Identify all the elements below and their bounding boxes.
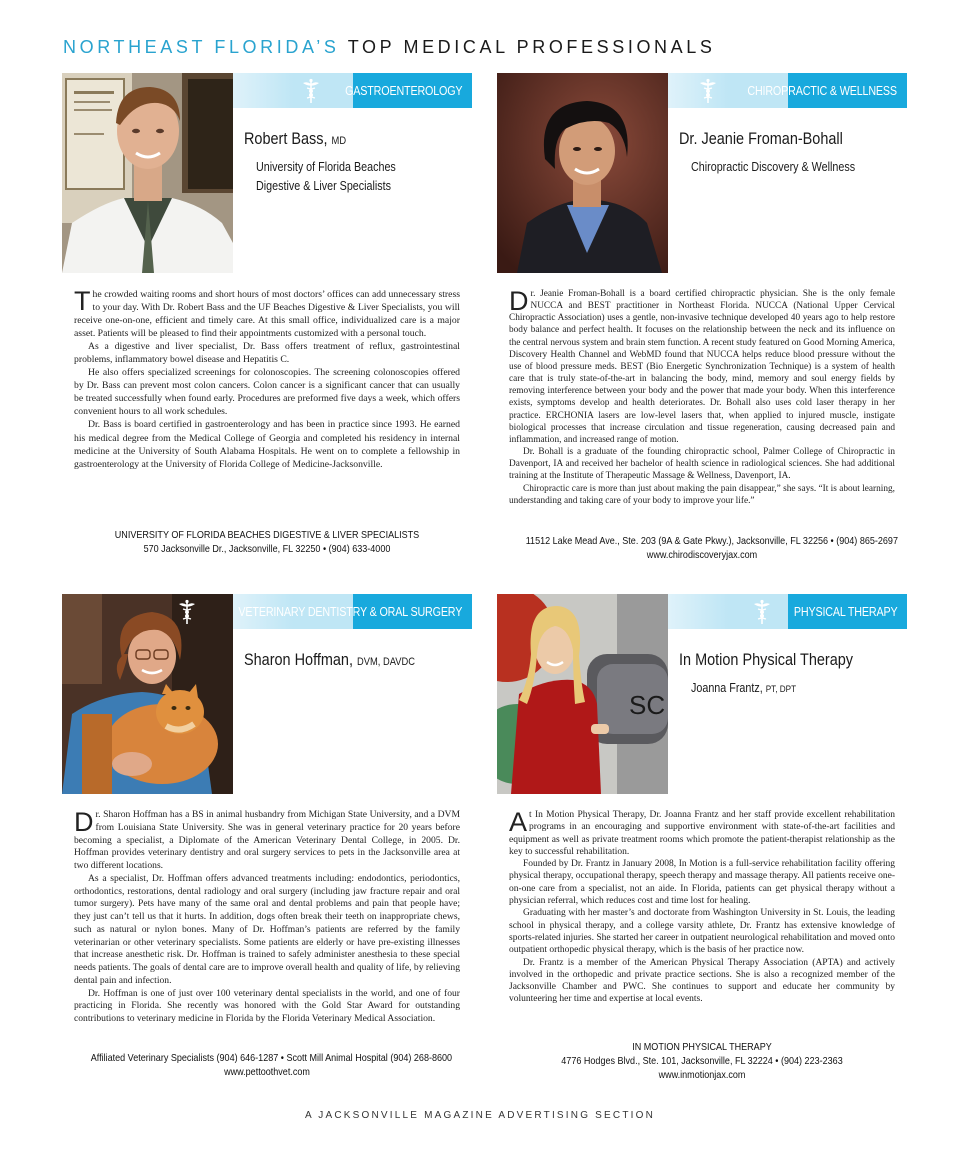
footer-line: www.inmotionjax.com (658, 1069, 746, 1081)
therapist-name-text: Joanna Frantz, (691, 681, 763, 695)
paragraph: r. Sharon Hoffman has a BS in animal husbandry from Michigan State University, and a DVM from Louisiana State University. She was in general veterinary practice for 20 years before becoming a specialist, a Diplomate of the American Veterinary Dental College, in 2005. Dr. Hoffman provides veterinary dentistry and oral surgery services to pets in the Jacksonville area at two different locations. (74, 809, 460, 871)
practice-line-2: Digestive & Liver Specialists (256, 179, 392, 193)
paragraph: As a digestive and liver specialist, Dr. Bass offers treatment of reflux, gastrointestinal problems, inflammatory bowel disease and Hepatitis C. (74, 341, 460, 366)
paragraph: Dr. Hoffman is one of just over 100 veterinary dental specialists in the world, and one of four practicing in Florida. She recently was honored with the Gold Star Award for outstanding contributions to veterinary medicine in Florida by the Florida Veterinary Medical Association. (74, 987, 460, 1024)
practice-name (679, 650, 853, 670)
category-label: VETERINARY DENTISTRY & ORAL SURGERY (238, 604, 462, 619)
paragraph: Graduating with her master’s and doctorate from Washington University in St. Louis, the leading school in physical therapy, and a college varsity athlete, Dr. Frantz has extensive knowledge of sports-related injuries. She started her career in outpatient neurological rehabilitation and moved onto outpatient orthopedic physical therapy, which is the basis of her practice now. (509, 908, 895, 956)
profile-card-bass (62, 73, 472, 563)
contact-footer (497, 534, 907, 562)
dropcap: T (74, 286, 91, 316)
category-label: CHIROPRACTIC & WELLNESS (747, 83, 897, 98)
category-label: PHYSICAL THERAPY (793, 604, 897, 619)
contact-footer (497, 1040, 907, 1082)
paragraph: Dr. Bass is board certified in gastroenterology and has been in practice since 1993. He earned his medical degree from the Medical College of Georgia and completed his residency in internal medicine at the University of South Alabama Hospitals. He went on to complete a fellowship in gastroenterology at the University of Florida College of Medicine-Jacksonville. (74, 419, 460, 470)
category-banner (233, 594, 472, 629)
svg-text:SC: SC (629, 690, 666, 720)
category-banner (668, 594, 907, 629)
practice-line-1: University of Florida Beaches (256, 160, 396, 174)
footer-line: www.chirodiscoveryjax.com (646, 549, 758, 561)
practice-line-1: Chiropractic Discovery & Wellness (691, 160, 856, 174)
paragraph: Dr. Bohall is a graduate of the founding chiropractic school, Palmer College of Chiropractic in Davenport, IA and received her bachelor of health science in radiological sciences. She had additional training at the Institute of Therapeutic Massage & Wellness, Davenport, IA. (509, 447, 895, 482)
credentials: DVM, DAVDC (357, 656, 416, 668)
page-header (63, 37, 715, 58)
doctor-photo (497, 594, 668, 794)
therapist-name (691, 681, 796, 695)
footer-line: UNIVERSITY OF FLORIDA BEACHES DIGESTIVE & LIVER SPECIALISTS (114, 529, 420, 541)
category-label: GASTROENTEROLOGY (344, 83, 462, 98)
footer-line: 4776 Hodges Blvd., Ste. 101, Jacksonville, FL 32224 • (904) 223-2363 (561, 1055, 843, 1067)
credentials: PT, DPT (765, 684, 797, 695)
footer-line: Affiliated Veterinary Specialists (904) 646-1287 • Scott Mill Animal Hospital (904) 268-8600 (90, 1052, 453, 1064)
paragraph: t In Motion Physical Therapy, Dr. Joanna Frantz and her staff provide excellent rehabilitation programs in an encouraging and supportive environment with state-of-the-art facilities and equipment as well as private treatment rooms which promote the patient-therapist relationship as the key to successful rehabilitation. (509, 810, 895, 857)
profile-card-in-motion (497, 594, 907, 1084)
advertising-section-label: A JACKSONVILLE MAGAZINE ADVERTISING SECTION (304, 1110, 656, 1121)
profile-card-hoffman (62, 594, 472, 1084)
dropcap: D (74, 807, 94, 837)
footer-line: 11512 Lake Mead Ave., Ste. 203 (9A & Gate Pkwy.), Jacksonville, FL 32256 • (904) 865-2697 (525, 535, 898, 547)
profile-body (74, 288, 460, 471)
footer-line: www.pettoothvet.com (224, 1066, 310, 1078)
profile-body (509, 809, 895, 1006)
header-title: TOP MEDICAL PROFESSIONALS (347, 37, 716, 57)
doctor-name (244, 129, 346, 149)
doctor-name (679, 129, 843, 149)
profile-body (74, 809, 460, 1026)
paragraph: As a specialist, Dr. Hoffman offers advanced treatments including: endodontics, periodontics, orthodontics, restorations, dental radiology and oral surgery (including jaw fracture repair and oral tumor surgery). Pets have many of the same oral and dental problems and pain that people have; they just can’t tell us that it hurts. In addition, dogs often break their teeth on inappropriate chews, such as natural or nylon bones. Many of Dr. Hoffman’s patients are referred by the family veterinarian or other veterinary specialists. Some patients are elderly or have pre-existing illnesses that increase anesthetic risk. Dr. Hoffman is trained to safely administer anesthesia to these special needs patients. The goals of dental care are to improve overall health and quality of life, by relieving dental pain and infection. (74, 872, 460, 986)
name-text: Sharon Hoffman, (244, 650, 353, 669)
credentials: MD (331, 135, 347, 147)
paragraph: Founded by Dr. Frantz in January 2008, In Motion is a full-service rehabilitation facility offering physical therapy, occupational therapy, speech therapy and massage therapy. All patients receive one-on-one care from a specialist, not an aide. In Florida, patients can get physical therapy without a physician referral, which reduces cost and time lost for healing. (509, 859, 895, 907)
paragraph: Chiropractic care is more than just about making the pain disappear,” she says. “It is about learning, understanding and taking care of your body to improve your life.” (509, 483, 895, 506)
contact-footer (62, 528, 472, 556)
dropcap: A (509, 807, 528, 837)
doctor-photo (497, 73, 668, 273)
caduceus-icon (302, 78, 320, 104)
paragraph: He also offers specialized screenings for colonoscopies. The screening colonoscopies offered by Dr. Bass can prevent most colon cancers. Colon cancer is a significant cancer that can usually be treated successfully when found early. Procedures are preformed five days a week, which offers convenient hours to all work schedules. (74, 367, 460, 418)
name-text: Robert Bass, (244, 129, 328, 148)
header-highlight: NORTHEAST FLORIDA’S (63, 37, 340, 57)
profile-body (509, 288, 895, 507)
caduceus-icon (753, 599, 771, 625)
name-text: Dr. Jeanie Froman-Bohall (679, 129, 843, 148)
name-text: In Motion Physical Therapy (679, 650, 854, 669)
paragraph: Dr. Frantz is a member of the American Physical Therapy Association (APTA) and actively involved in the orthopedic and private practice sections. She is also a recognized member of the Jacksonville Chamber and PWC. She continues to support and educate her community by volunteering her time and expertise at local events. (509, 957, 895, 1005)
doctor-photo (62, 73, 233, 273)
category-banner (233, 73, 472, 108)
caduceus-icon (699, 78, 717, 104)
doctor-name (244, 650, 415, 670)
paragraph: he crowded waiting rooms and short hours of most doctors’ offices can add unnecessary stress to your day. With Dr. Robert Bass and the UF Beaches Digestive & Liver Specialists, you will receive one-on-one, efficient and timely care. At this small office, individualized care is a major asset. Patients will be pleased to find their appointments customized with a personal touch. (74, 289, 460, 340)
dropcap: D (509, 286, 529, 316)
category-banner (668, 73, 907, 108)
footer-line: IN MOTION PHYSICAL THERAPY (632, 1041, 772, 1053)
profile-card-froman-bohall (497, 73, 907, 563)
paragraph: r. Jeanie Froman-Bohall is a board certified chiropractic physician. She is the only female NUCCA and BEST practitioner in Northeast Florida. NUCCA (National Upper Cervical Chiropractic Association) uses a gentle, non-invasive technique developed 40 years ago to help restore body balance and perfect health. It focuses on the relationship between the neck and its influence on the central nervous system and brain stem function. A recent study featured on Good Morning America, Discovery Health Channel and WebMD found that NUCCA helps reduce blood pressure without the use of blood pressure meds. BEST (Bio Energetic Synchronization Technique) is a system of health care that is truly state-of-the-art in balancing the body, mind, memory and soul energy fields by removing interference between your body and the power that made your body. When this interference exists, symptoms develop and health deteriorates. Dr. Bohall also uses cold laser therapy in her practice. ERCHONIA lasers are low-level lasers that, when applied to injured muscle, instigate biological processes that increase circulation and tissue regeneration, causing decreased pain and inflammation, and increased range of motion. (509, 289, 895, 445)
contact-footer (62, 1051, 472, 1079)
caduceus-icon (178, 599, 196, 625)
footer-line: 570 Jacksonville Dr., Jacksonville, FL 32250 • (904) 633-4000 (143, 543, 391, 555)
